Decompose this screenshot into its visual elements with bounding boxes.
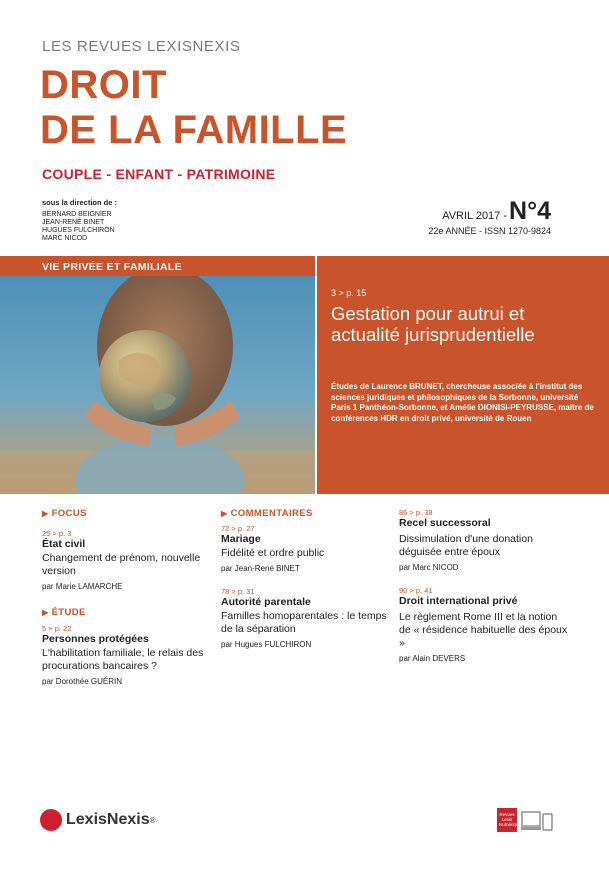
article-category: Personnes protégées (42, 633, 149, 645)
article-title[interactable]: Changement de prénom, nouvelle version (42, 552, 201, 577)
section-etude: ▶ ÉTUDE (42, 607, 86, 618)
article-title[interactable]: Dissimulation d'une donation déguisée entre époux (399, 533, 533, 558)
subtitle: COUPLE - ENFANT - PATRIMOINE (42, 166, 276, 182)
director-name: JEAN-RENÉ BINET (42, 219, 105, 226)
article-ref: 90 > p. 41 (399, 586, 433, 595)
feature-panel (317, 276, 609, 494)
article-title[interactable]: Fidélité et ordre public (221, 547, 325, 559)
article-author: par Jean-René BINET (221, 564, 300, 573)
section-focus: ▶ FOCUS (42, 508, 87, 519)
section-commentaires: ▶ COMMENTAIRES (221, 508, 313, 519)
article-ref: 86 > p. 38 (399, 508, 433, 517)
article-author: par Hugues FULCHIRON (221, 640, 312, 649)
issue-number: N°4 (509, 197, 551, 225)
registered-mark: ® (149, 815, 156, 825)
direction-block (42, 199, 117, 243)
article-author: par Marc NICOD (399, 563, 459, 572)
arrow-right-icon: ▶ (42, 608, 49, 617)
digital-badge: Revues Lexis Numérique (497, 808, 517, 832)
issue-date: AVRIL 2017 - (442, 210, 508, 222)
article-ref: 5 > p. 22 (42, 624, 72, 633)
brand-name: LES REVUES LEXISNEXIS (42, 38, 241, 55)
article-title[interactable]: L'habilitation familiale, le relais des procurations bancaires ? (42, 647, 204, 672)
publisher-logo[interactable] (40, 809, 156, 831)
arrow-right-icon: ▶ (221, 509, 228, 518)
band-label: VIE PRIVÉE ET FAMILIALE (42, 261, 182, 273)
cover-photo (0, 276, 315, 494)
article-ref: 72 > p. 27 (221, 524, 255, 533)
feature-ref: 3 > p. 15 (331, 288, 367, 298)
column-3 (399, 508, 569, 663)
column-1 (42, 508, 212, 686)
title-line-1: DROIT (40, 63, 167, 107)
publisher-name: LexisNexis (66, 811, 150, 828)
article-category: Mariage (221, 533, 261, 545)
director-name: MARC NICOD (42, 235, 88, 242)
devices-icon (521, 811, 555, 833)
title-line-2: DE LA FAMILLE (40, 108, 348, 152)
article-title[interactable]: Le règlement Rome III et la notion de « résidence habituelle des époux » (399, 611, 568, 649)
article-category: État civil (42, 538, 86, 550)
feature-title[interactable]: Gestation pour autrui et actualité jurisprudentielle (331, 303, 535, 345)
column-2 (221, 508, 391, 649)
article-author: par Dorothée GUÉRIN (42, 677, 123, 686)
issue-info (442, 197, 551, 226)
issue-issn: 22e ANNÉE - ISSN 1270-9824 (428, 226, 551, 236)
article-category: Recel successoral (399, 517, 491, 529)
lexisnexis-logo-icon (40, 809, 62, 831)
director-name: BERNARD BEIGNIER (42, 211, 112, 218)
article-author: par Marie LAMARCHE (42, 582, 123, 591)
article-title[interactable]: Familles homoparentales : le temps de la séparation (221, 610, 387, 635)
article-ref: 78 > p. 31 (221, 587, 255, 596)
article-category: Autorité parentale (221, 596, 311, 608)
article-author: par Alain DEVERS (399, 654, 466, 663)
article-ref: 25 > p. 3 (42, 529, 72, 538)
feature-description: Études de Laurence BRUNET, chercheuse associée à l'institut des sciences juridiques et philosophiques de la Sorbonne, université Paris 1 Panthéon-Sorbonne, et Amélie DIONISI-PEYRUSSE, maître de conférences HDR en droit privé, université de Rouen (331, 382, 594, 423)
article-category: Droit international privé (399, 595, 518, 607)
direction-label: sous la direction de : (42, 198, 118, 207)
director-name: HUGUES FULCHIRON (42, 227, 115, 234)
arrow-right-icon: ▶ (42, 509, 49, 518)
